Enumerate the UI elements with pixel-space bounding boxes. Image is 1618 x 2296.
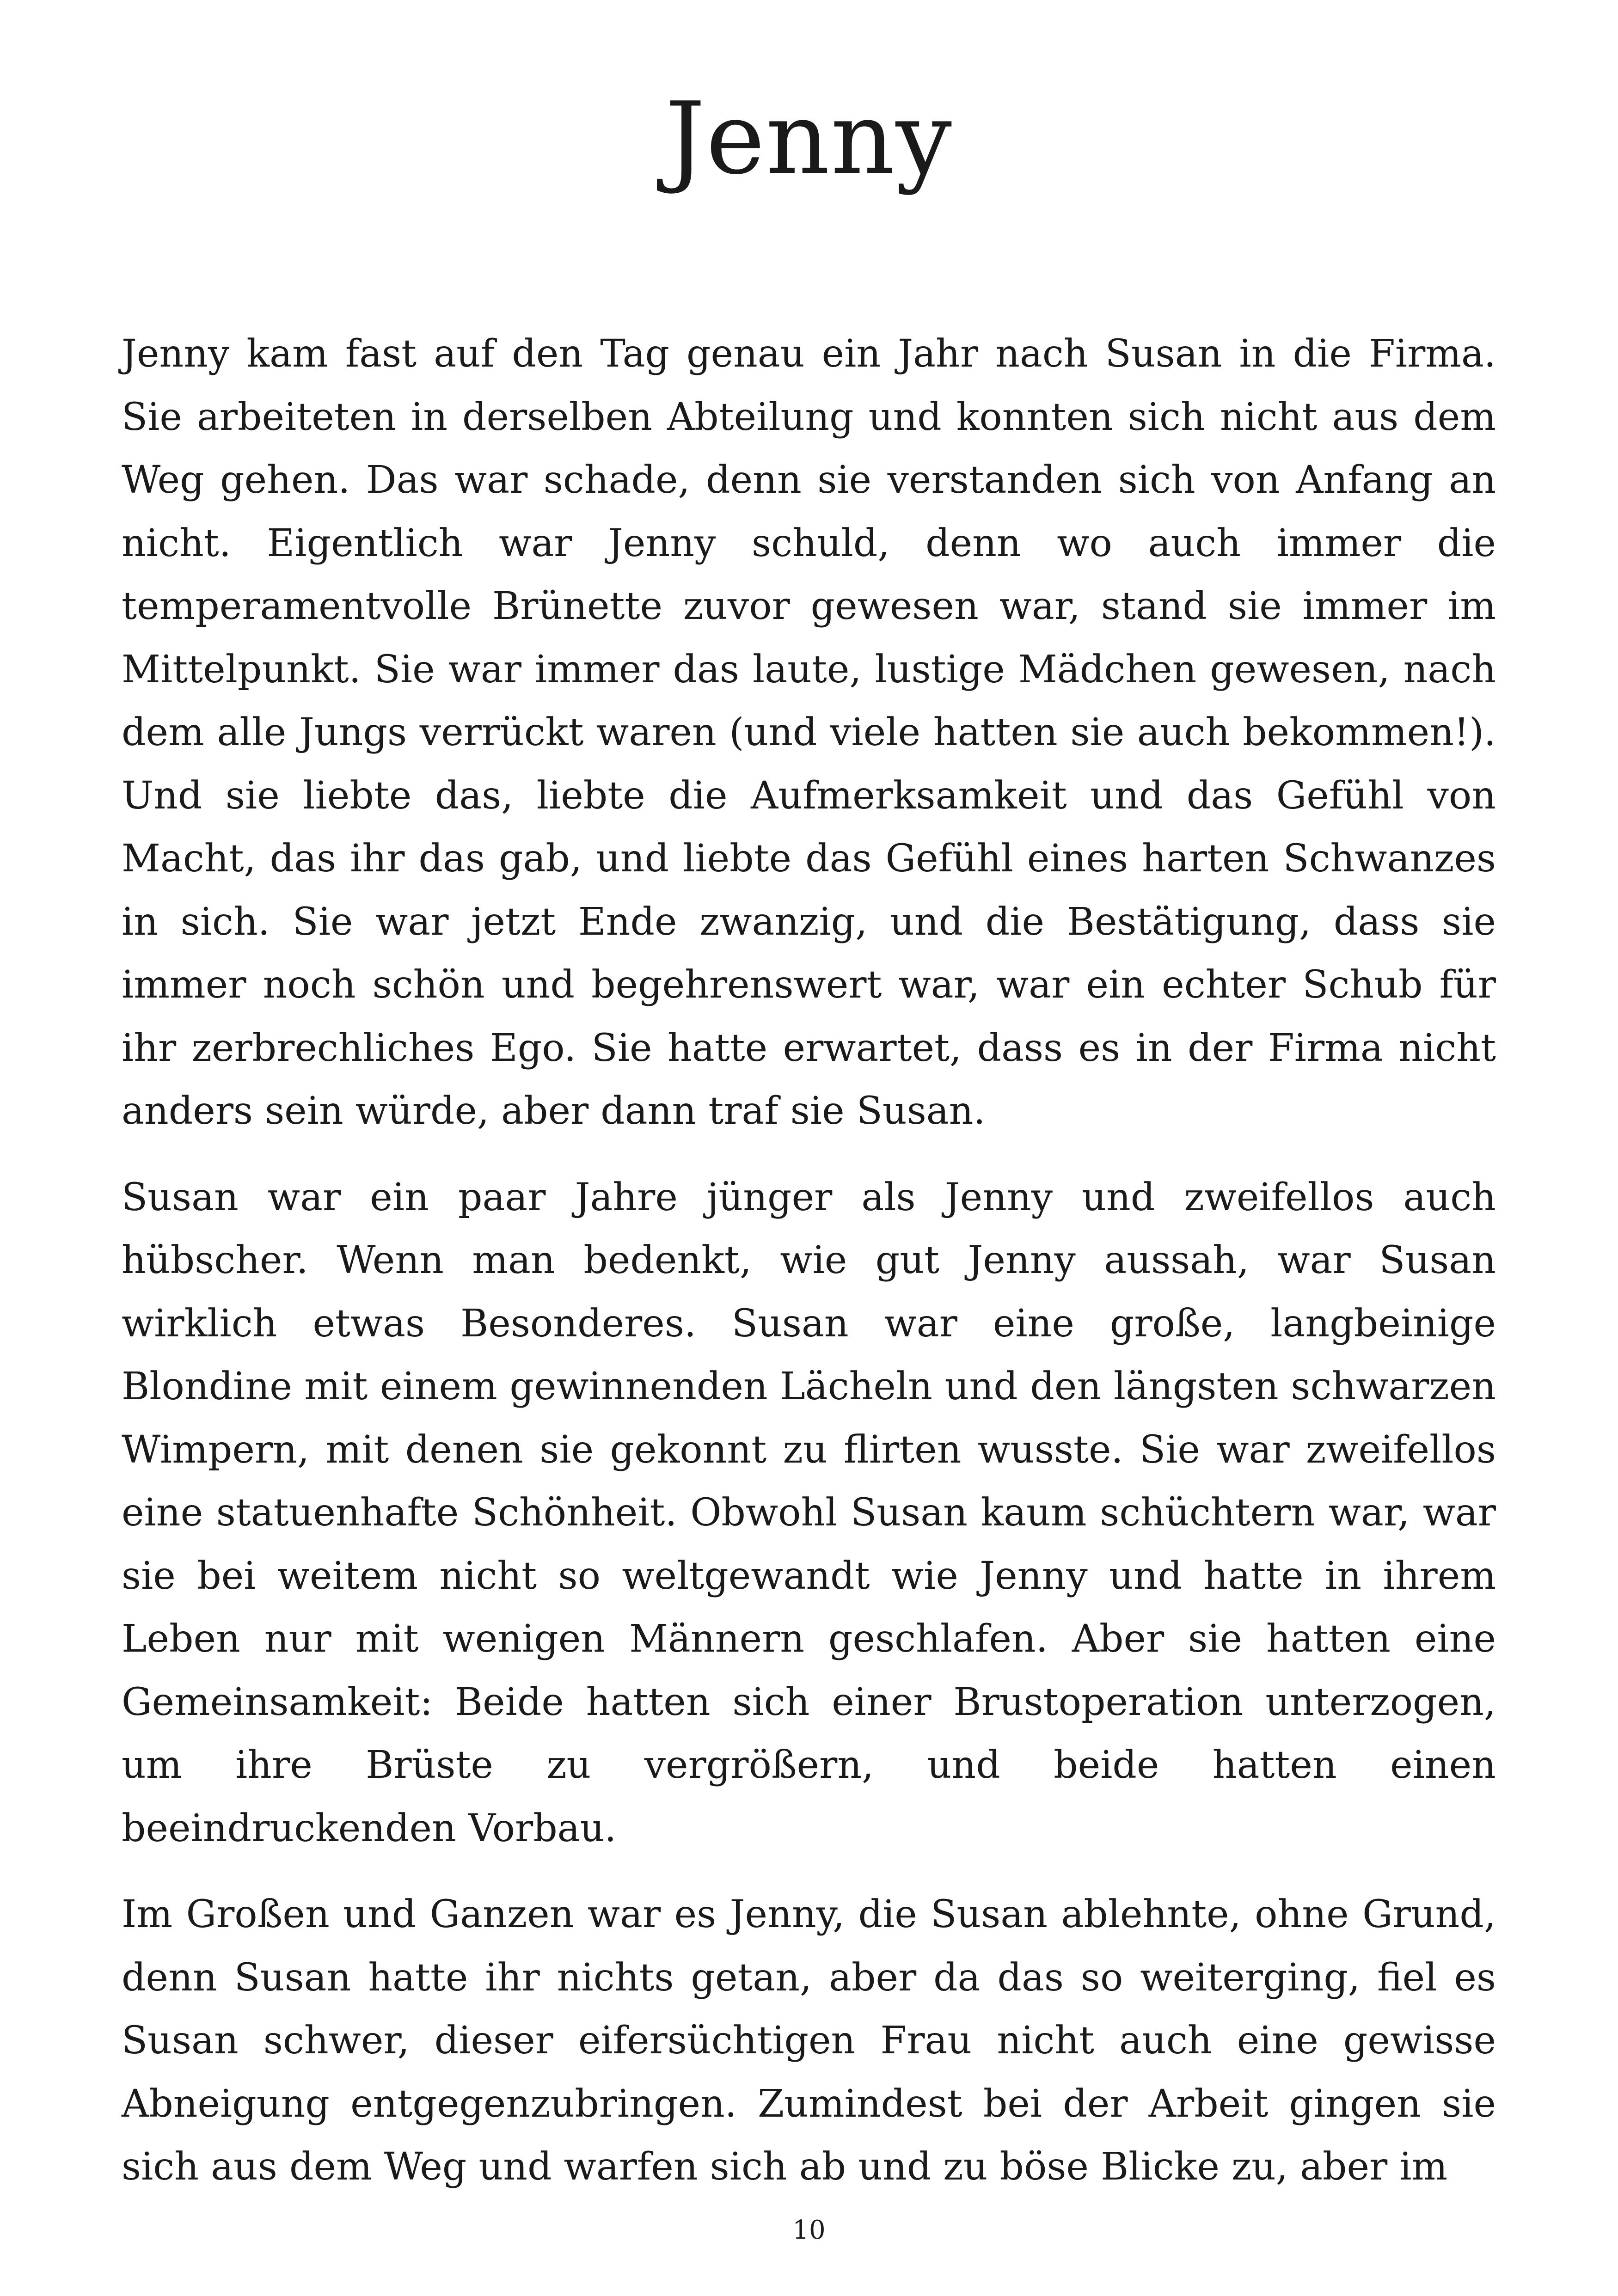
chapter-title: Jenny bbox=[665, 80, 953, 196]
body-text bbox=[122, 323, 1496, 2222]
paragraph-2: Susan war ein paar Jahre jünger als Jenny und zweifellos auch hübscher. Wenn man bedenkt, wie gut Jenny aussah, war Susan wirklich etwas Besonderes. Susan war eine große, langbeinige Blondine mit einem gewinnenden Lächeln und den längsten schwarzen Wimpern, mit denen sie gekonnt zu flirten wusste. Sie war zweifellos eine statuenhafte Schönheit. Obwohl Susan kaum schüchtern war, war sie bei weitem nicht so weltgewandt wie Jenny und hatte in ihrem Leben nur mit wenigen Männern geschlafen. Aber sie hatten eine Gemeinsamkeit: Beide hatten sich einer Brustoperation unterzogen, um ihre Brüste zu vergrößern, und beide hatten einen beeindruckenden Vorbau. bbox=[122, 1175, 1496, 1850]
paragraph-1: Jenny kam fast auf den Tag genau ein Jahr nach Susan in die Firma. Sie arbeiteten in derselben Abteilung und konnten sich nicht aus dem Weg gehen. Das war schade, denn sie verstanden sich von Anfang an nicht. Eigentlich war Jenny schuld, denn wo auch immer die temperamentvolle Brünette zuvor gewesen war, stand sie immer im Mittelpunkt. Sie war immer das laute, lustige Mädchen gewesen, nach dem alle Jungs verrückt waren (und viele hatten sie auch bekommen!). Und sie liebte das, liebte die Aufmerksamkeit und das Gefühl von Macht, das ihr das gab, und liebte das Gefühl eines harten Schwanzes in sich. Sie war jetzt Ende zwanzig, und die Bestätigung, dass sie immer noch schön und begehrenswert war, war ein echter Schub für ihr zerbrechliches Ego. Sie hatte erwartet, dass es in der Firma nicht anders sein würde, aber dann traf sie Susan. bbox=[122, 332, 1496, 1133]
page-number: 10 bbox=[792, 2215, 826, 2245]
paragraph-3: Im Großen und Ganzen war es Jenny, die Susan ablehnte, ohne Grund, denn Susan hatte ihr nichts getan, aber da das so weiterging, fiel es Susan schwer, dieser eifersüchtigen Frau nicht auch eine gewisse Abneigung entgegenzubringen. Zumindest bei der Arbeit gingen sie sich aus dem Weg und warfen sich ab und zu böse Blicke zu, aber im bbox=[122, 1892, 1496, 2189]
